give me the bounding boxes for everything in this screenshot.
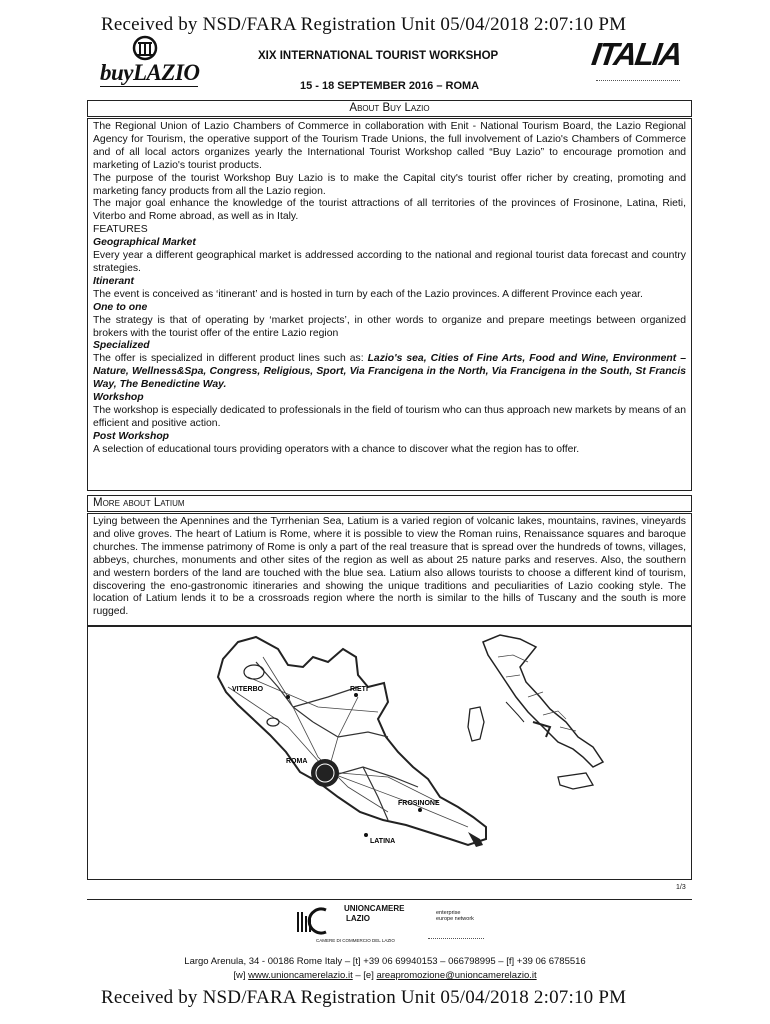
workshop-title: XIX INTERNATIONAL TOURIST WORKSHOP <box>258 50 499 62</box>
about-intro-1: The Regional Union of Lazio Chambers of Commerce in collaboration with Enit - National Tourism Board, the Lazio Regional Agency for Tourism, the operative support of the Tourism Trade Unions, the full involvement of Lazio's Chambers of Commerce and of all local actors organizes yearly the International Tourist Workshop called “Buy Lazio” to encourage promotion and marketing of Lazio's tourist products. <box>93 121 686 171</box>
footer-divider <box>87 899 692 900</box>
map-label-roma: ROMA <box>286 758 308 765</box>
specialized-text <box>93 353 686 392</box>
one-to-one-text: The strategy is that of operating by ‘market projects’, in other words to organize and prepare meetings between organized brokers with the tourist offer of the entire Lazio region <box>93 314 686 339</box>
geo-text: Every year a different geographical market is addressed according to the national and regional tourist data forecast and country strategies. <box>93 250 686 274</box>
workshop-text: The workshop is especially dedicated to professionals in the field of tourism who can thus approach new markets by means of an efficient and positive action. <box>93 404 686 429</box>
web-prefix: [w] <box>233 970 249 981</box>
latium-text: Lying between the Apennines and the Tyrrhenian Sea, Latium is a varied region of volcanic lakes, mountains, ravines, vineyards and olive groves. The heart of Latium is Rome, where it is possible to view the Roman ruins, Renaissance squares and baroque churches. The immense patrimony of Rome is only a part of the real treasure that is spread over the hundreds of towns, villages, abbeys, churches, monuments and other sites of the region as well as about 25 nature parks and reserves. Also, the southern and western borders of the land are touched with the blue sea. Latium also allows tourists to choose a different kind of tourism, discovering the eno-gastronomic itineraries and showing the unique traditions and peculiarities of Lazio cooking style. The location of Latium lends it to be a crossroads region where the north is similar to the hills of Tuscany and the south is more rugged. <box>93 516 686 618</box>
buy-lazio-logo-text: buyLAZIO <box>100 60 200 85</box>
latium-title-text: More about Latium <box>93 497 185 509</box>
map-label-latina: LATINA <box>370 838 396 845</box>
enterprise-europe-network-logo: enterprise europe network <box>436 910 474 922</box>
itinerant-text: The event is conceived as ‘itinerant’ and is hosted in turn by each of the Lazio provinces. A different Province each year. <box>93 288 643 300</box>
map-label-viterbo: VITERBO <box>232 686 264 693</box>
about-intro-2: The purpose of the tourist Workshop Buy Lazio is to make the Capital city's tourist offer richer by creating, promoting and marketing fancy products from all the Lazio region. <box>93 172 686 197</box>
italia-logo-tagline <box>596 80 680 84</box>
about-section-title <box>87 100 692 117</box>
about-intro-3: The major goal enhance the knowledge of the tourist attractions of all territories of the provinces of Frosinone, Latina, Rieti, Viterbo and Rome abroad, as well as in Italy. <box>93 198 686 223</box>
features-label: FEATURES <box>93 224 148 236</box>
specialized-lead: The offer is specialized in different product lines such as: <box>93 353 368 365</box>
received-stamp-top: Received by NSD/FARA Registration Unit 05/04/2018 2:07:10 PM <box>101 14 627 35</box>
received-stamp-bottom: Received by NSD/FARA Registration Unit 05/04/2018 2:07:10 PM <box>101 987 627 1008</box>
post-workshop-heading: Post Workshop <box>93 430 170 442</box>
lazio-map-box <box>87 626 692 880</box>
unioncamere-logo <box>296 904 426 944</box>
map-label-rieti: RIETI <box>350 686 368 693</box>
map-label-frosinone: FROSINONE <box>398 800 440 807</box>
website-link[interactable]: www.unioncamerelazio.it <box>248 970 353 981</box>
one-to-one-heading: One to one <box>93 301 148 313</box>
post-workshop-text: A selection of educational tours providing operators with a chance to discover what the region has to offer. <box>93 443 580 455</box>
italia-logo: ITALIA <box>589 36 684 72</box>
about-title-text: About Buy Lazio <box>349 102 430 114</box>
email-prefix: – [e] <box>352 970 377 981</box>
page-number: 1/3 <box>676 884 686 891</box>
workshop-dates: 15 - 18 SEPTEMBER 2016 – ROMA <box>300 80 480 92</box>
buy-lazio-logo <box>96 34 208 90</box>
footer-address: Largo Arenula, 34 - 00186 Rome Italy – [t] +39 06 69940153 – 066798995 – [f] +39 06 6785516 <box>184 956 586 967</box>
latium-section-body <box>87 513 692 626</box>
workshop-heading: Workshop <box>93 392 144 404</box>
latium-section-title <box>87 495 692 512</box>
unioncamere-caption: CAMERE DI COMMERCIO DEL LAZIO <box>316 938 395 943</box>
geo-heading: Geographical Market <box>93 237 196 249</box>
network-tagline <box>428 938 484 939</box>
itinerant-heading: Itinerant <box>93 275 134 287</box>
email-link[interactable]: areapromozione@unioncamerelazio.it <box>376 970 537 981</box>
lazio-map <box>88 627 691 879</box>
about-section-body <box>87 118 692 491</box>
unioncamere-name: UNIONCAMERE <box>344 904 405 913</box>
columns-icon <box>296 906 338 936</box>
footer-contacts <box>0 970 770 981</box>
specialized-lines: Lazio's sea, Cities of Fine Arts, Food and Wine, Environment – Nature, Wellness&Spa, Congress, Religious, Sport, Via Francigena in the North, Via Francigena in the South, St Francis Way, The Benedictine Way. <box>93 353 686 391</box>
unioncamere-sub: LAZIO <box>346 914 370 923</box>
specialized-heading: Specialized <box>93 340 150 352</box>
